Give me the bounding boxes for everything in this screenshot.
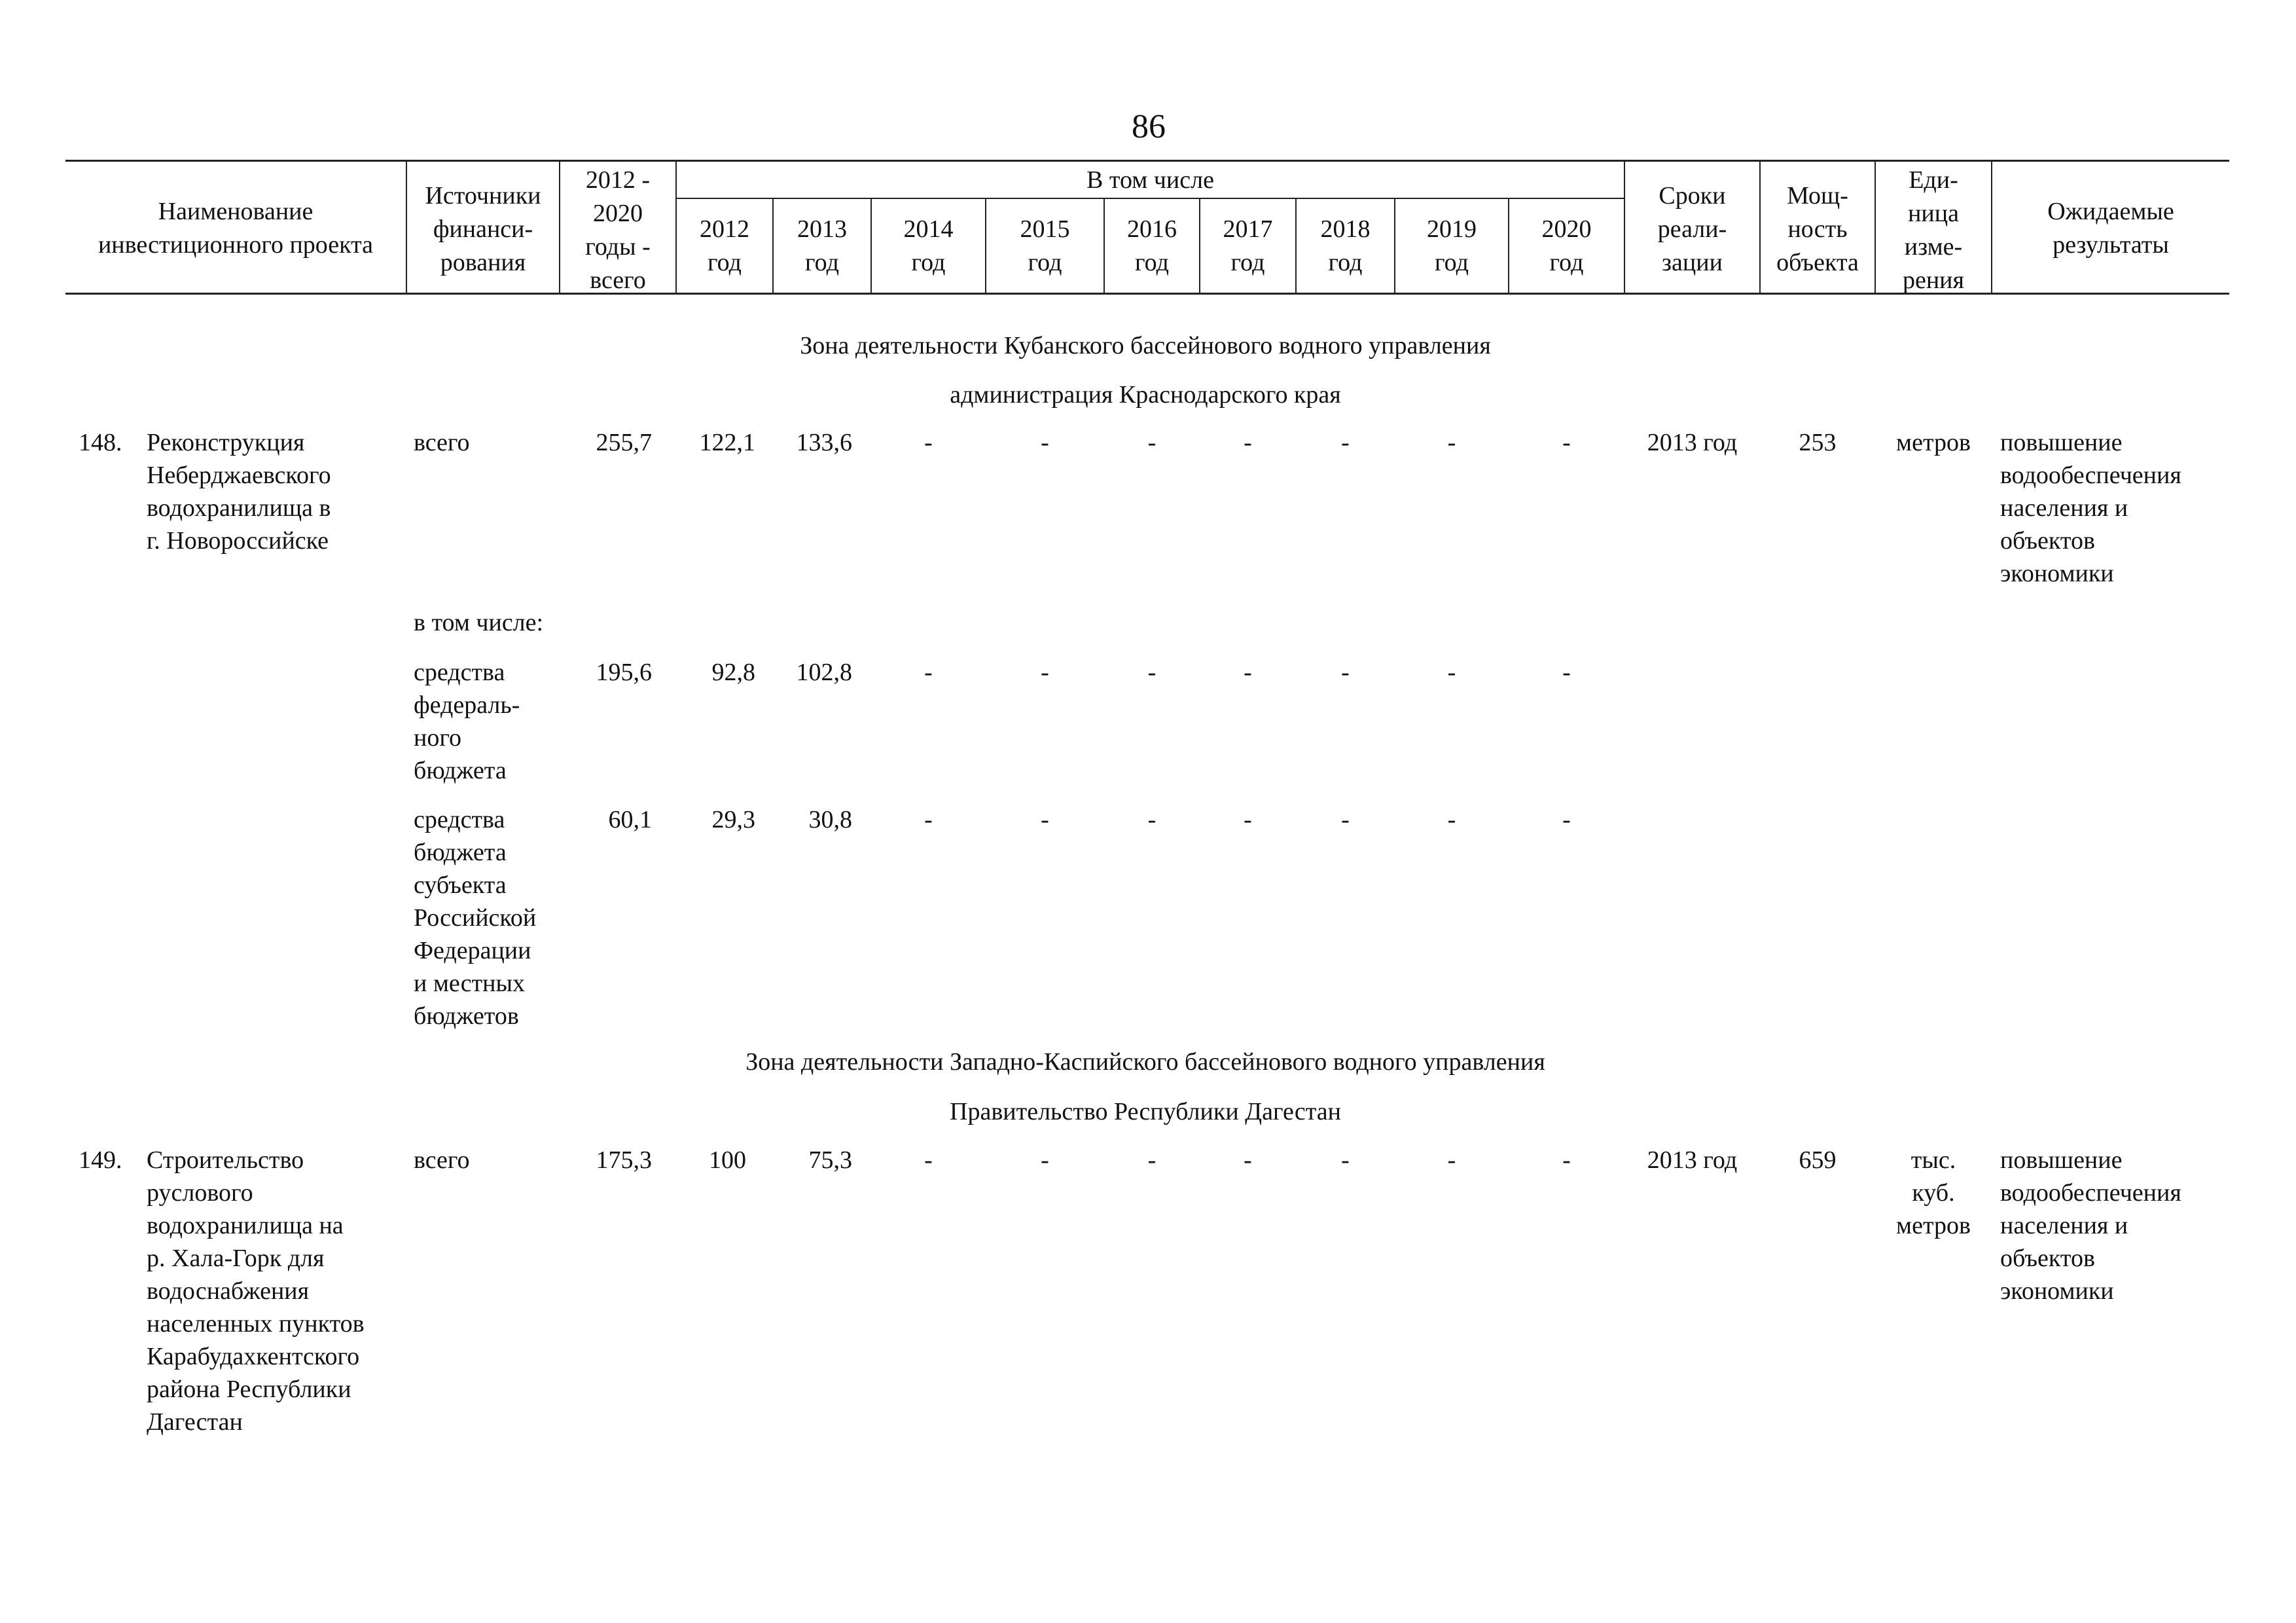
unit-value: тыс. куб. метров [1896,1146,1971,1239]
subrow-year-2013: 102,8 [796,659,852,686]
capacity-value: 253 [1799,429,1837,456]
year-value-2019: - [1447,1146,1456,1174]
header-financing-sources: Источники финанси- рования [425,182,541,276]
year-value-2017: - [1244,429,1252,456]
implementation-term: 2013 год [1647,429,1738,456]
year-value-2020: - [1562,1146,1571,1174]
subrow-year-2016: - [1147,659,1157,686]
subrow-total: 60,1 [608,806,652,833]
header-year-2016: 2016 год [1127,215,1177,276]
financing-source: всего [414,429,470,456]
project-number: 149. [79,1146,122,1174]
zone-title: Зона деятельности Кубанского бассейнового водного управления [800,332,1491,359]
header-including: В том числе [1086,166,1214,194]
implementation-term: 2013 год [1647,1146,1738,1174]
year-value-2013: 133,6 [796,429,852,456]
subrow-year-2017: - [1244,659,1252,686]
header-year-2014: 2014 год [903,215,954,276]
subrow-year-2012: 29,3 [711,806,755,833]
header-year-2020: 2020 год [1541,215,1592,276]
year-value-2015: - [1041,429,1049,456]
subrow-total: 195,6 [596,659,652,686]
year-value-2015: - [1041,1146,1049,1174]
expected-result: повышение водообеспечения населения и объектов экономики [2000,1146,2181,1305]
project-number: 148. [79,429,122,456]
header-capacity: Мощ- ность объекта [1776,182,1859,276]
year-value-2014: - [924,429,933,456]
subrow-source: средства федераль- ного бюджета [414,659,520,784]
including-label: в том числе: [414,609,544,636]
year-value-2012: 100 [709,1146,746,1174]
subrow-source: средства бюджета субъекта Российской Федерации и местных бюджетов [414,806,537,1030]
header-expected-results: Ожидаемые результаты [2047,198,2174,259]
subrow-year-2017: - [1244,806,1252,833]
year-value-2013: 75,3 [808,1146,852,1174]
header-year-2013: 2013 год [797,215,847,276]
authority-title: Правительство Республики Дагестан [950,1098,1341,1125]
subrow-year-2020: - [1562,806,1571,833]
zone-title: Зона деятельности Западно-Каспийского бассейнового водного управления [745,1048,1545,1076]
subrow-year-2014: - [924,806,933,833]
header-implementation-terms: Сроки реали- зации [1657,182,1727,276]
header-year-2012: 2012 год [700,215,749,276]
subrow-year-2016: - [1147,806,1157,833]
year-value-2016: - [1147,1146,1157,1174]
header-year-2019: 2019 год [1427,215,1477,276]
project-name: Реконструкция Неберджаевского водохранилища в г. Новороссийске [147,429,331,555]
subrow-year-2014: - [924,659,933,686]
header-top-rule [65,160,2229,162]
project-name: Строительство руслового водохранилища на р. Хала-Горк для водоснабжения населенных пунктов Карабудахкентского района Республики Дагестан [147,1146,365,1436]
year-value-2012: 122,1 [699,429,755,456]
header-total-2012-2020: 2012 - 2020 годы - всего [585,166,651,294]
header-year-2017: 2017 год [1223,215,1273,276]
year-value-2020: - [1562,429,1571,456]
subrow-year-2020: - [1562,659,1571,686]
year-value-2018: - [1341,1146,1350,1174]
authority-title: администрация Краснодарского края [950,381,1341,409]
years-group-rule [675,198,1624,199]
subrow-year-2018: - [1341,659,1350,686]
total-value: 255,7 [596,429,652,456]
page-number: 86 [1132,108,1166,145]
year-value-2019: - [1447,429,1456,456]
financing-source: всего [414,1146,470,1174]
total-value: 175,3 [596,1146,652,1174]
subrow-year-2012: 92,8 [711,659,755,686]
year-value-2016: - [1147,429,1157,456]
subrow-year-2018: - [1341,806,1350,833]
subrow-year-2013: 30,8 [808,806,852,833]
year-value-2018: - [1341,429,1350,456]
year-value-2014: - [924,1146,933,1174]
year-value-2017: - [1244,1146,1252,1174]
unit-value: метров [1896,429,1971,456]
capacity-value: 659 [1799,1146,1837,1174]
subrow-year-2015: - [1041,806,1049,833]
subrow-year-2019: - [1447,806,1456,833]
header-project-name: Наименование инвестиционного проекта [98,198,374,259]
header-unit: Еди- ница изме- рения [1902,166,1965,294]
expected-result: повышение водообеспечения населения и объектов экономики [2000,429,2181,587]
header-year-2015: 2015 год [1020,215,1070,276]
subrow-year-2019: - [1447,659,1456,686]
subrow-year-2015: - [1041,659,1049,686]
header-year-2018: 2018 год [1320,215,1371,276]
